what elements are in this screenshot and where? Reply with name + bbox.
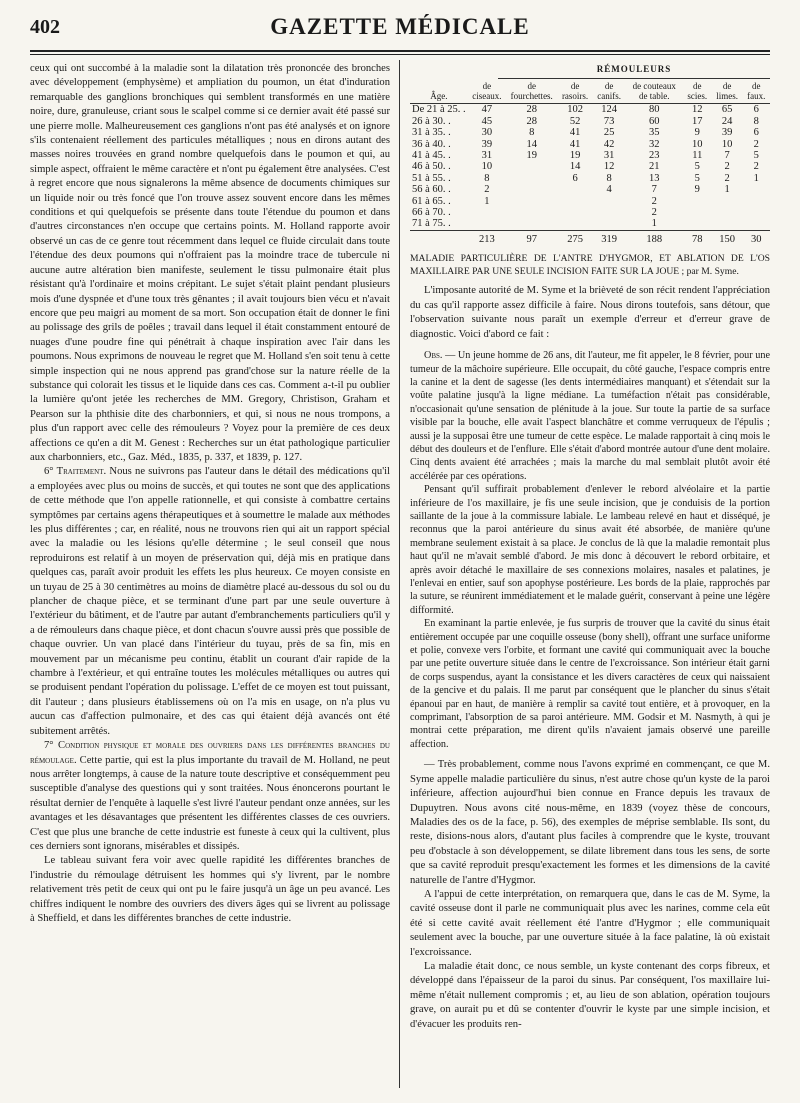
table-cell: 19 [569,150,581,162]
table-cell: 80 [648,104,660,116]
table-cell: 31 [481,150,493,162]
table-cell: 2 [724,161,730,173]
table-cell: 36 à 40. . [412,138,451,150]
paragraph: A l'appui de cette interprétation, on remarquera que, dans le cas de M. Syme, la cavité osseuse dont il parle ne communiquait plus avec les narines, comme cela eût été si cette cavité avait réellement été l'antre d'Hygmor ; elle communiquait seulement avec la bouche, par une ouverture située à la face palatine, là où existait l'excroissance. [410,888,770,958]
table-cell [468,218,506,230]
table-header-cell: de rasoirs. [557,81,592,104]
table-cell [557,184,592,195]
table-cell: De 21 à 25. . [412,104,466,116]
table-row [410,116,770,127]
table-cell [557,196,592,207]
table-cell: 31 [603,150,615,162]
table-cell: 5 [694,172,700,184]
table-cell: 47 [481,104,493,116]
table-cell [683,207,712,218]
table-row [410,196,770,207]
table-cell [557,218,592,230]
table-cell: 39 [721,127,733,139]
table-total-cell: 30 [743,230,770,245]
table-header-cell: Âge. [410,81,468,104]
table-cell: 46 à 50. . [412,161,451,173]
table-row [410,127,770,138]
table-cell: 14 [569,161,581,173]
table-cell: 52 [569,115,581,127]
table-cell [743,184,770,195]
table-cell: 2 [724,172,730,184]
table-cell: 6 [753,127,759,139]
table-cell [743,218,770,230]
observation-label: Obs. [424,350,443,362]
table-row [410,184,770,195]
table-row [410,161,770,172]
table-cell: 1 [753,172,759,184]
table-cell: 65 [721,104,733,116]
table-cell: 6 [572,172,578,184]
paragraph-condition [30,739,390,854]
table-cell: 8 [529,127,535,139]
table-cell: 51 à 55. . [412,172,451,184]
paragraph: Le tableau suivant fera voir avec quelle rapidité les différentes branches de l'industrie du rémoulage détruisent les hommes qui s'y livrent, par le nombre relativement très petit de ceux qui ont pu le faire jusqu'à un âge un peu avancé. Les chiffres indiquent le nombre des ouvriers des divers âges qui se livrent au polissage à Sheffield, et dans les différentes branches de cette industrie. [30,855,390,924]
table-row [410,207,770,218]
table-cell [410,230,468,245]
table-cell [506,161,557,172]
table-cell [683,196,712,207]
table-row [410,150,770,161]
table-cell: 1 [651,218,657,230]
table-cell: 124 [601,104,618,116]
table-cell: 60 [648,115,660,127]
table-total-cell: 97 [506,230,557,245]
table-cell [712,207,743,218]
table-cell: 25 [603,127,615,139]
table-body [410,104,770,245]
table-header-cell: de limes. [712,81,743,104]
table-cell: 9 [694,184,700,196]
table-cell: 28 [526,115,537,127]
column-divider [399,60,400,1088]
table-total-cell: 188 [626,230,683,245]
paragraph-text: Nous ne suivrons pas l'auteur dans le détail des médications qu'il a employées avec plus ou moins de succès, et qui toutes ne sont que des applications de cette méthode que l'on appelle rationnelle, et qui consiste à combattre certains symptômes par certains agens thérapeutiques et à soumettre le malade aux méthodes les plus différentes ; car, en réalité, nous ne trouvons rien qui ait un rapport spécial avec la maladie ou les lésions qu'elle détermine ; le seul conseil que nous reproduirons est relatif à un moyen de préservation qui, déjà mis en pratique dans quelques cas, paraît avoir produit les effets les plus heureux. Ce moyen consiste en un tuyau de 25 à 30 centimètres au moins de diamètre placé au-dessous du sol ou du plancher de chaque pièce, et se terminant d'une part par une seule ouverture à l'extérieur du bâtiment, et de l'autre par autant d'embranchements particuliers qu'il y a de rémouleurs dans chaque pièce, et dont chacun s'ouvre aussi près que possible de chaque ouvrier. Un van placé dans l'intérieur du tuyau, près de sa fin, mis en mouvement par un mécanisme peu continu, établit un courant d'air rapide de la chambre à l'extérieur, et qui entraîne toutes les molécules métalliques ou autres qui se produisent pendant l'opération du polissage. L'effet de ce moyen est tout puissant, dit l'auteur ; dans plusieurs établissemens où on l'a mis en usage, on n'a plus vu aucun cas d'affection pulmonaire, et des cas qui étaient déjà avancés ont été subitement arrêtés. [30,466,390,737]
table-row [410,139,770,150]
table-header-cell: de scies. [683,81,712,104]
table-cell [593,207,626,218]
table-cell: 35 [648,127,660,139]
table-cell [468,207,506,218]
table-cell: 2 [651,195,657,207]
table-cell: 71 à 75. . [412,218,451,230]
table-cell: 5 [694,161,700,173]
table-cell: 7 [651,184,657,196]
table-header-cell: de canifs. [593,81,626,104]
table-cell: 102 [567,104,583,116]
table-cell: 2 [753,161,759,173]
table-cell: 2 [484,184,490,196]
paragraph: En examinant la partie enlevée, je fus surpris de trouver que la cavité du sinus était entièrement occupée par une coquille osseuse (bony shell), offrant une surface uniforme et polie, convexe vers l'orbite, et formant une cavité qui communiquait avec la bouche par une petite ouverture située dans le centre de l'excroissance. Son intérieur était garni de corps suspendus, ayant la consistance et les divers caractères de ceux qui naissaient de la gencive et du palais. Il me parut par conséquent que le plancher du sinus s'était épanoui par en haut, de manière à remplir sa cavité tout entière, et à provoquer, en la comprimant, l'absorption de sa paroi antérieure. MM. Godsir et M. Nasmyth, à qui je montrai cette préparation, me dirent qu'ils n'avaient jamais observé une pareille affection. [410,618,770,750]
table-total-cell: 213 [468,230,506,245]
table-header-row [410,81,770,104]
table-cell: 39 [481,138,493,150]
table-cell: 21 [648,161,660,173]
left-column [30,62,390,926]
table-cell [506,218,557,230]
table-cell: 13 [648,172,660,184]
table-cell: 26 à 30. . [412,115,451,127]
table-total-cell: 150 [712,230,743,245]
table-cell: 32 [648,138,660,150]
table-cell: 28 [526,104,537,116]
table-cell [712,218,743,230]
article-title: MALADIE PARTICULIÈRE DE L'ANTRE D'HYGMOR, ET ABLATION DE L'OS MAXILLAIRE PAR UNE SEULE INCISION FAITE SUR LA JOUE ; par M. Syme. [410,253,770,277]
table-cell [683,218,712,230]
table-cell: 10 [692,138,703,150]
section-heading: 6° Traitement. [44,466,107,478]
table-cell: 30 [481,127,493,139]
table-header-cell: de fourchettes. [506,81,557,104]
paragraph: L'imposante autorité de M. Syme et la brièveté de son récit rendent l'appréciation du cas qu'il rapporte assez difficile à faire. Nous dirons toutefois, sans détour, que l'observation suivante nous paraît un exemple d'erreur et d'erreur grave de diagnostic. Voici d'abord ce fait : [410,285,770,340]
table-cell [506,207,557,218]
table-cell: 45 [481,115,493,127]
table-cell: 6 [753,104,759,116]
table-cell: 10 [721,138,733,150]
table-cell: 23 [648,150,660,162]
table-header-cell: de couteaux de table. [626,81,683,104]
table-cell: 17 [692,115,703,127]
table-cell: 7 [724,150,730,162]
table-cell: 61 à 65. . [412,195,451,207]
table-cell: 24 [721,115,733,127]
table-cell: 41 [569,138,581,150]
table-cell: 2 [753,138,759,150]
table-cell [506,196,557,207]
table-cell [743,207,770,218]
table-cell: 31 à 35. . [412,127,451,139]
grinders-table [410,81,770,245]
table-cell: 1 [724,184,730,196]
table-cell: 9 [694,127,700,139]
table-row [410,173,770,184]
table-total-cell: 275 [557,230,592,245]
table-cell: 10 [481,161,493,173]
right-column [410,62,770,1032]
table-cell: 12 [692,104,703,116]
table-cell [712,196,743,207]
table-cell: 2 [651,207,657,219]
paragraph: Pensant qu'il suffirait probablement d'enlever le rebord alvéolaire et la partie inférieure de l'os maxillaire, je fis une seule incision, que je conduisis de la portion saillante de la joue à la commissure labiale. Le lambeau relevé en haut et disséqué, je reconnus que la paroi antérieure du sinus avait été absorbée, de manière qu'une membrane seulement existait à sa place. Je conclus de là que la maladie remontait plus haut qu'il ne m'avait semblé d'abord. Je mis donc à découvert le rebord orbitaire, et après avoir détaché le maxillaire de ses connexions molaires, nasales et palatines, je l'enlevai en entier, sauf son apophyse postérieure. Les bords de la plaie, rapprochés par la suture, se réunirent immédiatement et le malade guérit, conservant à peine une légère difformité. [410,484,770,616]
table-cell: 73 [603,115,615,127]
page-number: 402 [30,16,60,38]
table-cell: 56 à 60. . [412,184,451,196]
table-cell [557,207,592,218]
table-total-cell: 78 [683,230,712,245]
paragraph-text: — Un jeune homme de 26 ans, dit l'auteur, me fit appeler, le 8 février, pour une tumeur de la mâchoire supérieure. Elle occupait, du côté gauche, l'espace compris entre la canine et la dent de sagesse (les dents intermédiaires manquant) et s'étendait sur la voûte palatine jusqu'à la ligne médiane. La tuméfaction n'était pas considérable, n'occasionait qu'une sensation de plénitude à la joue. Sur toute la partie de sa surface visible par la bouche, elle avait l'aspect blanchâtre et comme verruqueux de l'épulis ; aussi je la supposai être une tumeur de cette espèce. Le malade rapportait à cinq mois le début des douleurs et de l'enflure. Elle s'était d'abord montrée autour d'une dent molaire. Cinq dents avaient été arrachées ; mais la marche du mal semblait plutôt avoir été accélérée par ces opérations. [410,350,770,482]
table-cell: 19 [526,150,537,162]
table-cell: 12 [603,161,615,173]
table-cell: 41 [569,127,581,139]
table-cell [506,173,557,184]
table-cell: 5 [753,150,759,162]
table-cell [506,184,557,195]
table-cell: 8 [484,172,490,184]
paragraph-text: Cette partie, qui est la plus importante du travail de M. Holland, ne peut nous arrêter longtemps, à cause de la nature toute descriptive et conséquemment peu susceptible d'analyse des questions qui y sont traitées. Nous énoncerons pourtant le résultat dernier de l'enquête à laquelle s'est livré l'auteur pendant onze années, sur les avantages et les désavantages que présentent les différentes classes de ces ouvriers. C'est que plus une branche de cette industrie est funeste à ceux qui la cultivent, plus ces derniers sont ignorans, misérables et dissipés. [30,754,390,852]
observation [410,349,770,483]
table-cell [593,218,626,230]
paragraph-treatment [30,465,390,739]
table-cell: 11 [692,150,703,162]
table-cell: 66 à 70. . [412,207,451,219]
page-header [30,14,770,48]
table-header-cell: de ciseaux. [468,81,506,104]
journal-title: GAZETTE MÉDICALE [270,14,530,39]
header-rule-thin [30,54,770,55]
table-cell: 8 [606,172,612,184]
table-row [410,218,770,230]
table-title: RÉMOULEURS [498,62,770,79]
table-cell: 1 [484,195,490,207]
table-cell: 42 [603,138,615,150]
table-totals-row [410,230,770,245]
table-cell: 41 à 45. . [412,150,451,162]
table-header-cell: de faux. [743,81,770,104]
table-cell [743,196,770,207]
table-row [410,104,770,116]
table-cell: 8 [753,115,759,127]
table-total-cell: 319 [593,230,626,245]
paragraph: ceux qui ont succombé à la maladie sont la dilatation très prononcée des bronches avec développement (emphysème) et ampliation du poumon, un état d'induration remarquable des ganglions bronchiques qui semblent transformés en une matière noire, dure, granuleuse, criant sous le scalpel comme si ce dernier avait été passé sur une pierre molle. Malheureusement ces ganglions n'ont pas été analysés et on ignore s'ils contenaient réellement des particules métalliques ; nous en dirons autant des masses noires trouvées en grand nombre quelquefois dans le poumon et qui, au simple aspect, offraient le même caractère et n'ont pu également être analysées. C'est à regret encore que nous signalerons la même absence de documents chimiques sur un liquide noir ou très foncé que l'on trouve assez souvent encore dans les mêmes conditions et qui quelquefois se présente dans toute l'étendue du poumon et dans d'autres circonstances n'en occupe que certains points. M. Holland rapporte avoir observé un cas de ce genre tout récemment dans lequel ce fluide circulait dans toute l'étendue des deux poumons qui n'offraient pas la moindre trace de tubercule ni aucune autre altération bien manifeste, seulement le tissu pulmonaire était plus résistant qu'à l'ordinaire et moins crépitant. Le sujet s'était plaint pendant plusieurs mois d'une dyspnée et d'une toux très gênantes ; il avait toujours bien vécu et n'avait encore que peu maigri au moment de sa mort. Son occupation était de donner le fini au polissage des grils de poêles ; travail dans lequel il était constamment entouré de nuages d'une poudre fine qui pénétrait à chaque inspiration avec l'air dans les poumons. Nous exprimons de nouveau le regret que M. Holland s'en soit tenu à cette simple inspection qui ne nous apprend pas grand'chose sur la nature réelle de la substance qui colorait les tissus et le liquide dans ces cas. Comment a-t-il pu oublier la lumière qu'ont jetée les recherches de MM. Gregory, Christison, Graham et Pearson sur la phthisie dite des charbonniers, et qui, si nous ne nous trompons, a plus d'un rapport avec celle des rémouleurs ? Voyez pour la première de ces deux affections ce qu'en a dit M. Genest : Recherches sur un état pathologique particulier aux charbonniers, etc., Gaz. Méd., 1835, p. 337, et 1839, p. 127. [30,63,390,463]
paragraph: La maladie était donc, ce nous semble, un kyste contenant des corps fibreux, et développé dans l'épaisseur de la paroi du sinus. Par conséquent, l'os maxillaire lui-même n'était nullement compromis ; et, au lieu de son ablation, opération toujours grave, on aurait pu et dû se contenter d'ouvrir le kyste par une simple incision, et d'évacuer les produits ren- [410,960,770,1030]
table-cell: 14 [526,138,537,150]
header-rule [30,50,770,52]
paragraph: — Très probablement, comme nous l'avons exprimé en commençant, ce que M. Syme appelle maladie particulière du sinus, n'est autre chose qu'un kyste de la paroi inférieure, affection aujourd'hui bien connue en France depuis les travaux de Dupuytren. Nous avons cité nous-même, en 1839 (voyez thèse de concours, Maladies des os de la face, p. 56), des exemples de méprise semblable. Ils sont, du reste, disions-nous alors, d'autant plus faciles à comprendre que le kyste, trouvant peu d'obstacle à son développement, se dilate librement dans tous les sens, de sorte que sa cavité reproduit presqu'exactement les formes et les dimensions de la cavité naturelle de l'antre d'Hygmor. [410,759,770,886]
table-cell [593,196,626,207]
table-cell: 4 [606,184,612,196]
section-heading: 7° Condition physique et morale des ouvriers dans les différentes branches du rémoulage. [30,740,390,766]
